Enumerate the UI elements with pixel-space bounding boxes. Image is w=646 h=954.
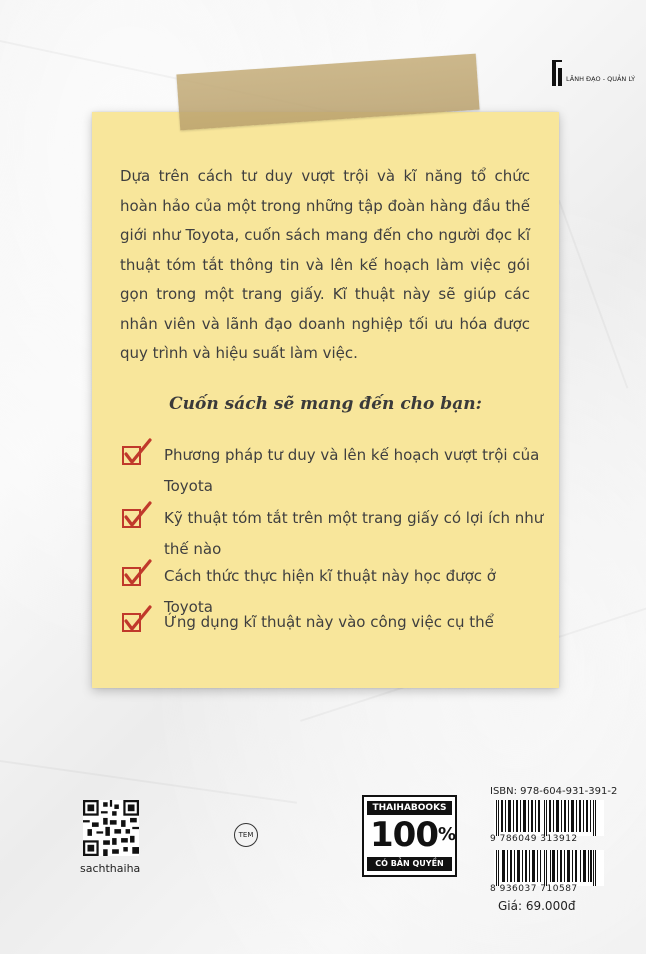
qr-label: sachthaiha	[80, 862, 141, 875]
benefits-heading: Cuốn sách sẽ mang đến cho bạn:	[169, 394, 482, 414]
product-barcode	[494, 850, 604, 886]
badge-caption: CÓ BẢN QUYỀN	[367, 857, 452, 871]
qr-code[interactable]	[83, 800, 139, 856]
benefit-text: Ứng dụng kĩ thuật này vào công việc cụ thể	[164, 613, 494, 631]
checkbox-check-icon	[120, 438, 156, 468]
badge-number-value: 100	[370, 815, 438, 855]
isbn-text: ISBN: 978-604-931-391-2	[490, 786, 618, 797]
publisher-category: LÃNH ĐẠO - QUẢN LÝ	[566, 75, 636, 83]
benefit-text: Phương pháp tư duy và lên kế hoạch vượt trội của Toyota	[164, 446, 540, 495]
paper-crease	[558, 200, 628, 389]
badge-percent: %	[437, 824, 456, 845]
barcode-block	[484, 786, 618, 916]
benefit-text: Kỹ thuật tóm tắt trên một trang giấy có lợi ích như thế nào	[164, 509, 544, 558]
badge-number	[370, 817, 455, 853]
badge-brand: THAIHABOOKS	[367, 801, 452, 815]
isbn-barcode	[494, 800, 604, 836]
checkbox-check-icon	[120, 605, 156, 635]
paper-crease	[0, 760, 297, 804]
tem-stamp: TEM	[234, 823, 258, 847]
book-description: Dựa trên cách tư duy vượt trội và kĩ năng tổ chức hoàn hảo của một trong những tập đoàn hàng đầu thế giới như Toyota, cuốn sách mang đến cho người đọc kĩ thuật tóm tắt thông tin và lên kế hoạch làm việc gói gọn trong một trang giấy. Kĩ thuật này sẽ giúp các nhân viên và lãnh đạo doanh nghiệp tối ưu hóa được quy trình và hiệu suất làm việc.	[120, 167, 530, 362]
checkbox-check-icon	[120, 559, 156, 589]
price: Giá: 69.000đ	[498, 899, 576, 913]
isbn-barcode-number: 9 786049 313912	[490, 834, 578, 844]
sticky-note	[92, 112, 559, 688]
product-barcode-number: 8 936037 710587	[490, 884, 578, 894]
publisher-logo-icon	[552, 60, 564, 86]
copyright-badge	[362, 795, 457, 877]
benefit-text: Cách thức thực hiện kĩ thuật này học được ở Toyota	[164, 567, 496, 616]
publisher-logo	[552, 60, 636, 90]
checkbox-check-icon	[120, 501, 156, 531]
